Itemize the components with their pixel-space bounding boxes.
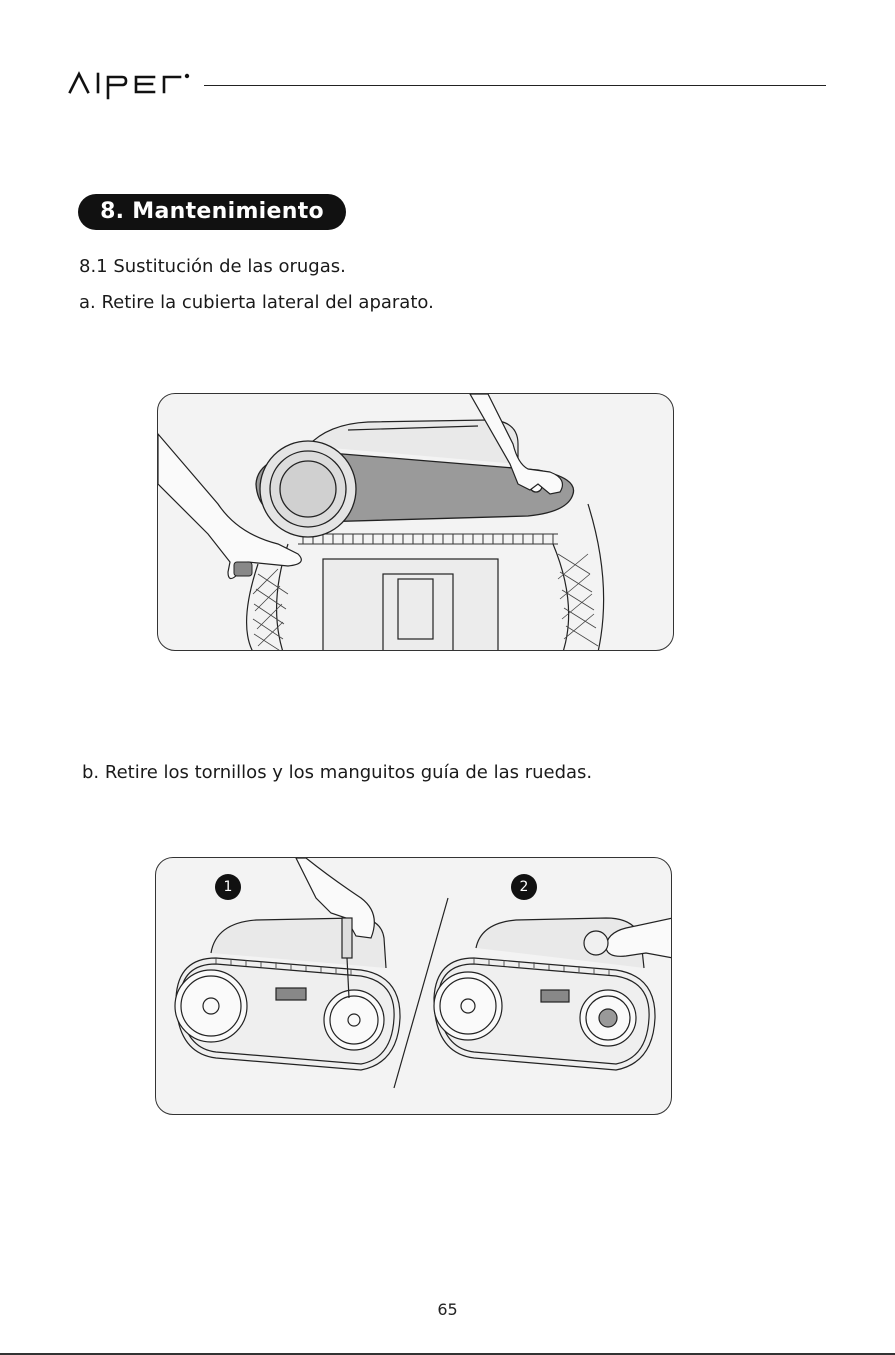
step-badge-2: 2 bbox=[511, 874, 537, 900]
page-number: 65 bbox=[437, 1300, 458, 1319]
step-badge-1: 1 bbox=[215, 874, 241, 900]
step-b-text: b. Retire los tornillos y los manguitos guía de las ruedas. bbox=[82, 762, 593, 783]
section-title: 8. Mantenimiento bbox=[78, 194, 346, 230]
figure-remove-screws bbox=[155, 857, 672, 1115]
figure-remove-side-cover bbox=[157, 393, 674, 651]
aiper-logo bbox=[68, 68, 200, 104]
subsection-title: 8.1 Sustitución de las orugas. bbox=[79, 256, 346, 277]
step-a-text: a. Retire la cubierta lateral del aparato. bbox=[79, 292, 434, 313]
header-rule bbox=[204, 85, 826, 86]
